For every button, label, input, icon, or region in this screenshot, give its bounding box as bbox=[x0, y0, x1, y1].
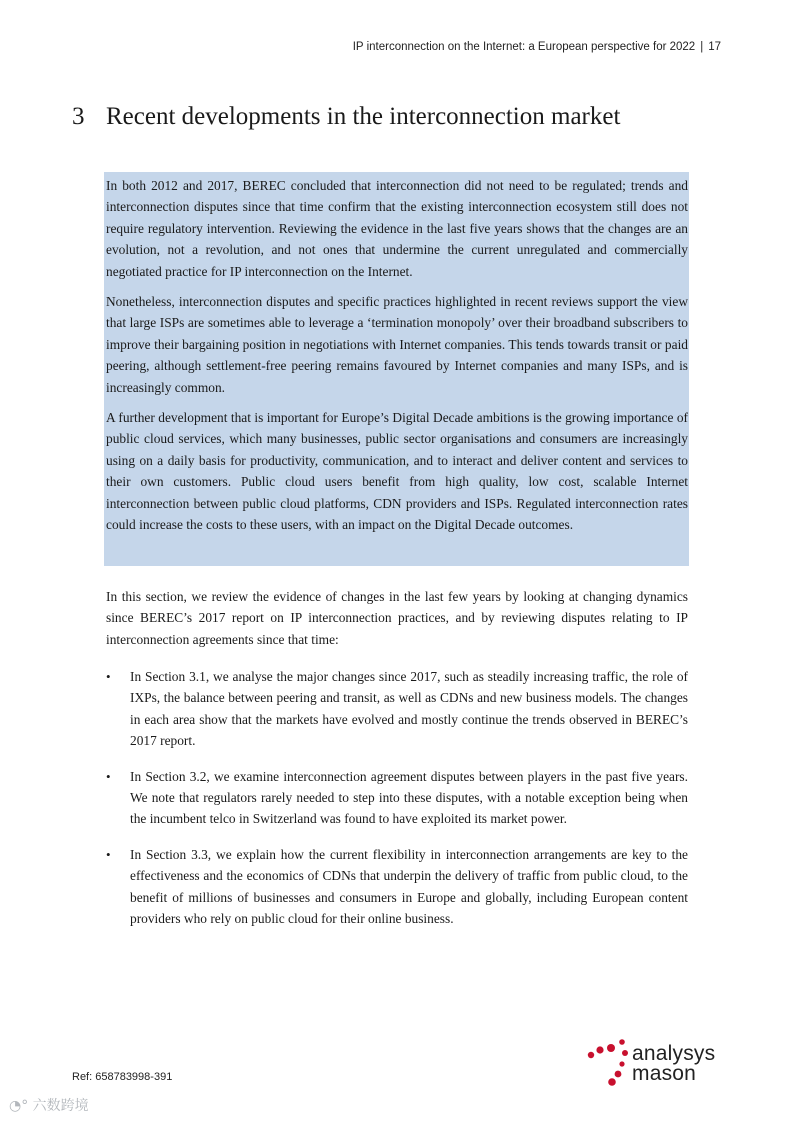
summary-paragraph-1: In both 2012 and 2017, BEREC concluded that interconnection did not need to be regulated; trends and interconnection disputes since that time confirm that the existing interconnection ecosystem still does not require regulatory intervention. Reviewing the evidence in the last five years shows that the changes are an evolution, not a revolution, and not ones that undermine the current unregulated and commercially negotiated practice for IP interconnection on the Internet. bbox=[106, 178, 688, 279]
watermark-logo-icon: ◔° bbox=[9, 1098, 29, 1114]
running-header bbox=[353, 41, 721, 53]
bullet-text: In Section 3.2, we examine interconnection agreement disputes between players in the past five years. We note that regulators rarely needed to step into these disputes, with a notable exception being when the incumbent telco in Switzerland was found to have exploited its market power. bbox=[130, 768, 688, 827]
list-item bbox=[106, 844, 688, 930]
list-item bbox=[106, 766, 688, 830]
section-heading bbox=[72, 101, 620, 133]
body-text bbox=[106, 586, 688, 659]
bullet-icon: • bbox=[106, 846, 111, 862]
bullet-text: In Section 3.3, we explain how the current flexibility in interconnection arrangements are key to the effectiveness and the economics of CDNs that underpin the delivery of traffic from public cloud, to the benefit of millions of businesses and consumers in Europe and globally, including European content providers who rely on public cloud for their online business. bbox=[130, 846, 688, 927]
summary-box bbox=[104, 172, 689, 566]
company-logo bbox=[585, 1038, 735, 1088]
section-title: Recent developments in the interconnection market bbox=[106, 103, 621, 130]
watermark-text: 六数跨境 bbox=[32, 1098, 89, 1114]
page-number: 17 bbox=[708, 41, 721, 53]
bullet-list bbox=[106, 666, 688, 943]
summary-paragraph-3: A further development that is important for Europe’s Digital Decade ambitions is the growing importance of public cloud services, which many businesses, public sector organisations and consumers are increasingly using on a daily basis for productivity, communication, and to interact and deliver content and services to their own customers. Public cloud users benefit from high quality, low cost, scalable Internet interconnection between public cloud platforms, CDN providers and ISPs. Regulated interconnection rates could increase the costs to these users, with an impact on the Digital Decade outcomes. bbox=[106, 410, 688, 533]
summary-paragraph-2: Nonetheless, interconnection disputes and specific practices highlighted in recent reviews support the view that large ISPs are sometimes able to leverage a ‘termination monopoly’ over their broadband subscribers to improve their bargaining position in negotiations with Internet companies. This tends towards transit or paid peering, although settlement-free peering remains favoured by Internet companies and many ISPs, and is increasingly common. bbox=[106, 294, 688, 395]
running-title: IP interconnection on the Internet: a European perspective for 2022 bbox=[352, 41, 696, 53]
logo-dots-icon bbox=[585, 1038, 633, 1088]
intro-paragraph: In this section, we review the evidence of changes in the last few years by looking at changing dynamics since BEREC’s 2017 report on IP interconnection practices, and by reviewing disputes relating to IP interconnection agreements since that time: bbox=[106, 589, 688, 647]
section-number: 3 bbox=[72, 103, 85, 130]
list-item bbox=[106, 666, 688, 752]
bullet-icon: • bbox=[106, 669, 111, 684]
logo-wordmark-line1: analysys bbox=[632, 1042, 716, 1065]
logo-wordmark-line2: mason bbox=[632, 1062, 697, 1085]
reference-number: Ref: 658783998-391 bbox=[72, 1071, 173, 1083]
bullet-text: In Section 3.1, we analyse the major changes since 2017, such as steadily increasing traffic, the role of IXPs, the balance between peering and transit, as well as CDNs and new business models. The changes in each area show that the markets have evolved and mostly continue the trends observed in BEREC’s 2017 report. bbox=[130, 669, 688, 749]
bullet-icon: • bbox=[106, 768, 111, 784]
header-separator: | bbox=[700, 41, 704, 53]
watermark bbox=[9, 1095, 89, 1115]
